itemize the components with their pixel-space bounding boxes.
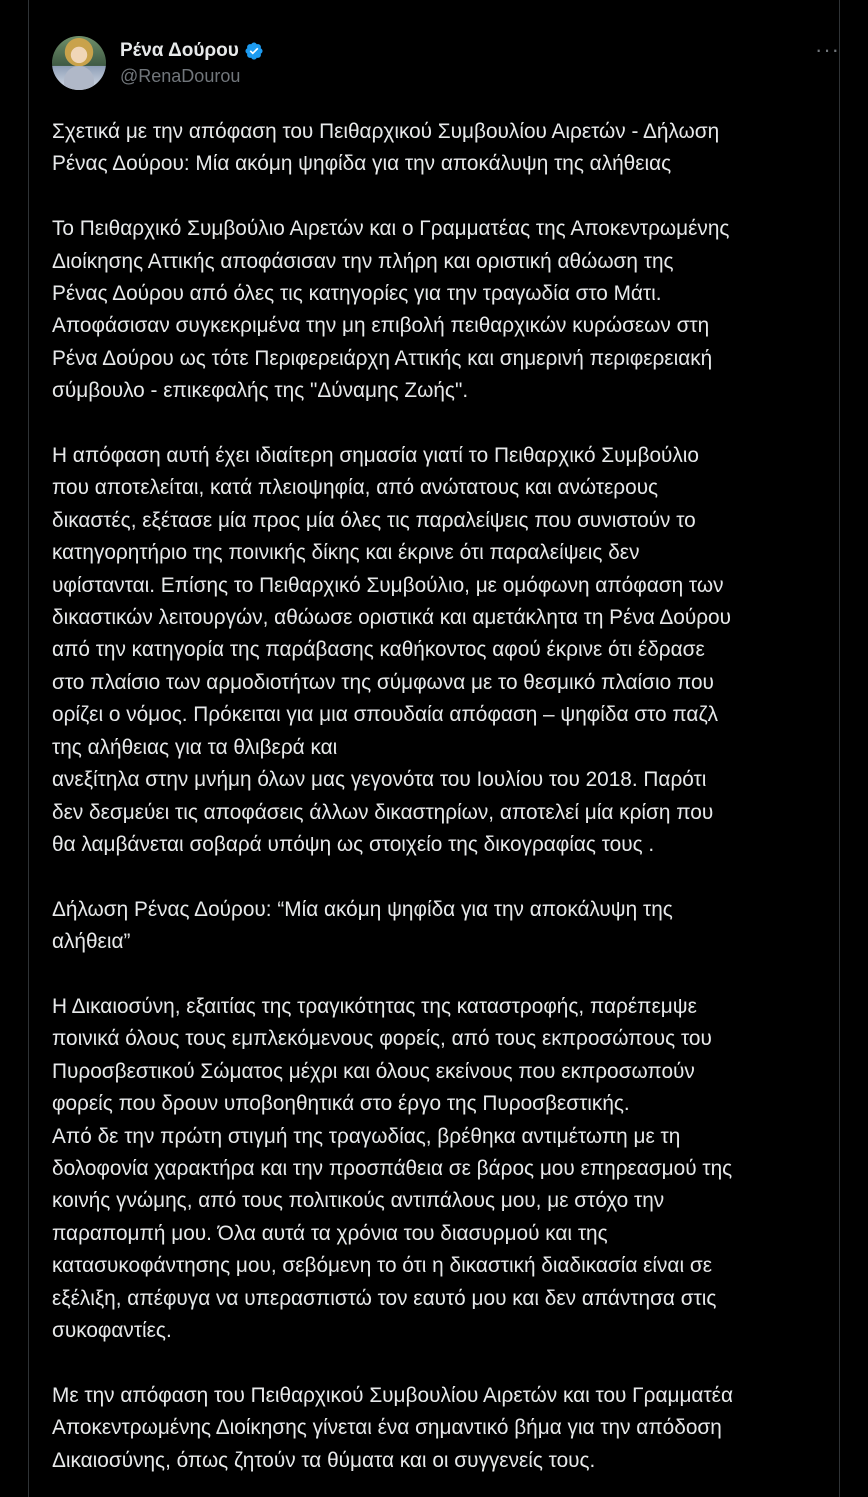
tweet-paragraph	[52, 894, 822, 959]
tweet-text-line: στο πλαίσιο των αρμοδιοτήτων της σύμφωνα με το θεσμικό πλαίσιο που	[52, 670, 714, 694]
tweet-paragraph	[52, 116, 822, 181]
tweet-text-line: φορείς που δρουν υποβοηθητικά στο έργο της Πυροσβεστικής.	[52, 1092, 630, 1116]
tweet-text-line: αλήθεια”	[52, 930, 131, 954]
tweet-text-line: δικαστικών λειτουργών, αθώωσε οριστικά και αμετάκλητα τη Ρένα Δούρου	[52, 606, 731, 630]
tweet-paragraph	[52, 1380, 822, 1477]
tweet-text-line: ανεξίτηλα στην μνήμη όλων μας γεγονότα του Ιουλίου του 2018. Παρότι	[52, 768, 707, 792]
tweet-text-line: συκοφαντίες.	[52, 1318, 172, 1342]
avatar[interactable]	[52, 36, 106, 90]
tweet-text-line: σύμβουλο - επικεφαλής της "Δύναμης Ζωής".	[52, 379, 469, 403]
tweet-text-line: Το Πειθαρχικό Συμβούλιο Αιρετών και ο Γραμματέας της Αποκεντρωμένης	[52, 217, 730, 241]
tweet-text-line: δεν δεσμεύει τις αποφάσεις άλλων δικαστηρίων, αποτελεί μία κρίση που	[52, 800, 714, 824]
tweet-text	[52, 116, 822, 1477]
tweet-text-line: Ρένας Δούρου από όλες τις κατηγορίες για την τραγωδία στο Μάτι.	[52, 282, 662, 306]
tweet-text-line: Από δε την πρώτη στιγμή της τραγωδίας, βρέθηκα αντιμέτωπη με τη	[52, 1124, 681, 1148]
tweet-text-line: Με την απόφαση του Πειθαρχικού Συμβουλίου Αιρετών και του Γραμματέα	[52, 1383, 733, 1407]
tweet-text-line: ορίζει ο νόμος. Πρόκειται για μια σπουδαία απόφαση – ψηφίδα στο παζλ	[52, 703, 719, 727]
tweet-text-line: δικαστές, εξέτασε μία προς μία όλες τις παραλείψεις που συνιστούν το	[52, 508, 696, 532]
tweet-text-line: κοινής γνώμης, από τους πολιτικούς αντιπάλους μου, με στόχο την	[52, 1189, 665, 1213]
tweet-text-line: Πυροσβεστικού Σώματος μέχρι και όλους εκείνους που εκπροσωπούν	[52, 1059, 695, 1083]
tweet-text-line: Αποκεντρωμένης Διοίκησης γίνεται ένα σημαντικό βήμα για την απόδοση	[52, 1416, 722, 1440]
tweet-text-line: Ρένα Δούρου ως τότε Περιφερειάρχη Αττικής και σημερινή περιφερειακή	[52, 346, 713, 370]
verified-badge-icon	[244, 41, 264, 61]
tweet-text-line: υφίστανται. Επίσης το Πειθαρχικό Συμβούλιο, με ομόφωνη απόφαση των	[52, 573, 724, 597]
tweet-text-line: που αποτελείται, κατά πλειοψηφία, από ανώτατους και ανώτερους	[52, 476, 659, 500]
tweet-text-line: δολοφονία χαρακτήρα και την προσπάθεια σε βάρος μου επηρεασμού της	[52, 1156, 733, 1180]
tweet-text-line: παραπομπή μου. Όλα αυτά τα χρόνια του διασυρμού και της	[52, 1221, 608, 1245]
tweet-text-line: κατασυκοφάντησης μου, σεβόμενη το ότι η δικαστική διαδικασία είναι σε	[52, 1254, 712, 1278]
tweet-text-line: της αλήθειας για τα θλιβερά και	[52, 735, 338, 759]
tweet-text-line: από την κατηγορία της παράβασης καθήκοντος αφού έκρινε ότι έδρασε	[52, 638, 705, 662]
author-handle[interactable]: @RenaDourou	[120, 66, 241, 86]
tweet-text-line: Δικαιοσύνης, όπως ζητούν τα θύματα και οι συγγενείς τους.	[52, 1448, 596, 1472]
tweet-text-line: κατηγορητήριο της ποινικής δίκης και έκρινε ότι παραλείψεις δεν	[52, 541, 640, 565]
display-name-row	[120, 38, 264, 64]
tweet-text-line: Διοίκησης Αττικής αποφάσισαν την πλήρη και οριστική αθώωση της	[52, 249, 674, 273]
tweet-text-line: Η απόφαση αυτή έχει ιδιαίτερη σημασία γιατί το Πειθαρχικό Συμβούλιο	[52, 444, 699, 468]
tweet-text-line: Δήλωση Ρένας Δούρου: “Μία ακόμη ψηφίδα για την αποκάλυψη της	[52, 897, 673, 921]
tweet-text-line: Σχετικά με την απόφαση του Πειθαρχικού Συμβουλίου Αιρετών - Δήλωση	[52, 120, 720, 143]
tweet-text-line: Η Δικαιοσύνη, εξαιτίας της τραγικότητας της καταστροφής, παρέπεμψε	[52, 994, 697, 1018]
tweet-paragraph	[52, 213, 822, 407]
tweet-text-line: Ρένας Δούρου: Μία ακόμη ψηφίδα για την αποκάλυψη της αλήθειας	[52, 152, 672, 176]
more-options-icon[interactable]: ···	[815, 37, 840, 62]
author-names	[120, 38, 264, 87]
avatar-figure	[64, 66, 94, 90]
author-display-name[interactable]: Ρένα Δούρου	[120, 40, 239, 61]
tweet-text-line: θα λαμβάνεται σοβαρά υπόψη ως στοιχείο της δικογραφίας τους .	[52, 832, 655, 856]
tweet-paragraph	[52, 440, 822, 861]
tweet-text-line: εξέλιξη, απέφυγα να υπερασπιστώ τον εαυτό μου και δεν απάντησα στις	[52, 1286, 717, 1310]
tweet-header	[52, 36, 812, 92]
tweet-text-line: Αποφάσισαν συγκεκριμένα την μη επιβολή πειθαρχικών κυρώσεων στη	[52, 314, 710, 338]
tweet-text-line: ποινικά όλους τους εμπλεκόμενους φορείς, από τους εκπροσώπους του	[52, 1027, 712, 1051]
tweet-paragraph	[52, 991, 822, 1347]
